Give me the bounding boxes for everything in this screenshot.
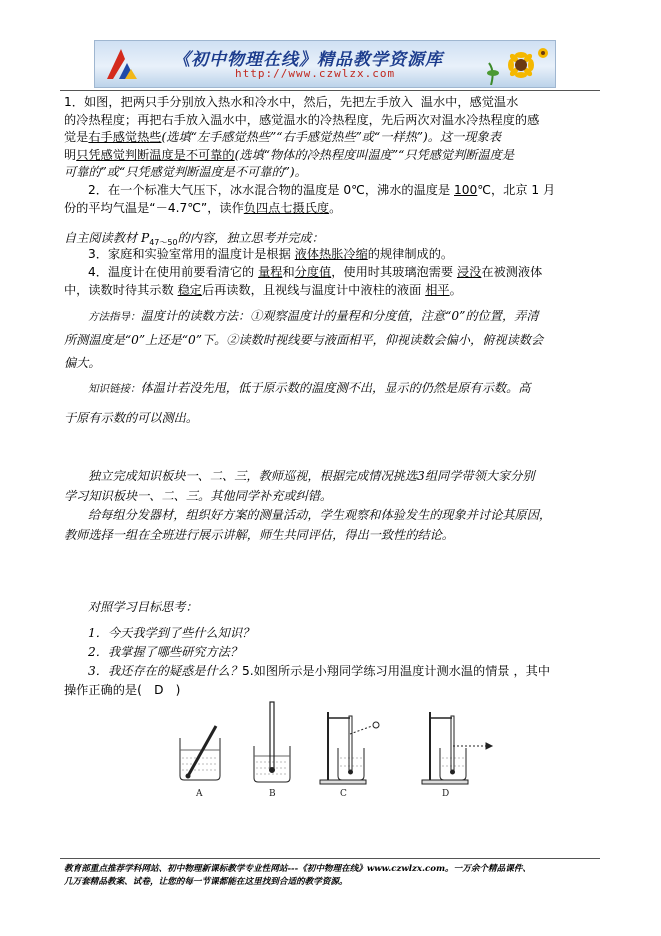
question-5: 5.如图所示是小翔同学练习用温度计测水温的情景 ，其中 <box>242 664 551 678</box>
reflection-list: 1．今天我学到了些什么知识？ 2．我掌握了哪些研究方法？ 3．我还存在的疑惑是什么？5.如图所示是小翔同学练习用温度计测水温的情景 ，其中 操作正确的是( D ) <box>64 626 551 697</box>
self-study-intro: 自主阅读教材 $P_{47\sim 50}$的内容，独立思考并完成： <box>64 231 324 247</box>
header-rule <box>60 90 600 91</box>
figure-b <box>254 702 290 782</box>
question-1: 1．如图，把两只手分别放入热水和冷水中，然后，先把左手放入 温水中，感觉温水 的冷热程度；再把右手放入温水中，感觉温水的冷热程度，先后两次对温水冷热程度的感 觉是右手感觉热些(选填“左手感觉热些”“右手感觉热些”或“一样热”)。这一现象表 明只凭感觉判断温度是不可靠的(选填“物体的冷热程度叫温度”“只凭感觉判断温度是 可靠的”或“只凭感觉判断温度是不可靠的”)。 <box>64 95 540 180</box>
knowledge-link: 知识链接：体温计若没先甩，低于原示数的温度测不出，显示的仍然是原有示数。高 于原有示数的可以测出。 <box>64 381 531 425</box>
question-3: 3．家庭和实验室常用的温度计是根据 液体热胀冷缩的规律制成的。 <box>88 247 454 261</box>
cooperative-learning: 独立完成知识板块一、二、三，教师巡视，根据完成情况挑选3组同学带领大家分别 学习知识板块一、二、三。其他同学补充或纠错。 给每组分发器材，组织好方案的测量活动，学生观察和体验发生的现象并讨论其原因， 教师选择一组在全班进行展示讲解，师生共同评估，得出一致性的结论。 <box>64 469 552 542</box>
answer-reading: 负四点七摄氏度 <box>243 200 330 215</box>
question-2: 2．在一个标准大气压下，冰水混合物的温度是 0℃，沸水的温度是 100℃，北京 1 月 份的平均气温是“－4.7℃”，读作负四点七摄氏度。 <box>64 183 556 215</box>
question-4: 4．温度计在使用前要看清它的 量程和分度值，使用时其玻璃泡需要 浸没在被测液体 中，读数时待其示数 稳定后再读数，且视线与温度计中液柱的液面 相平。 <box>64 265 543 297</box>
answer-expansion: 液体热胀冷缩 <box>294 247 368 261</box>
footer-text: 教育部重点推荐学科网站、初中物理新课标教学专业性网站---《初中物理在线》www.czwlzx.com。一万余个精品课件、 几万套精品教案、试卷，让您的每一节课都能在这里找到合适的教学资源。 <box>64 864 531 887</box>
thermometer-figure <box>170 698 500 800</box>
figure-label-c: C <box>340 789 347 799</box>
reflection-title: 对照学习目标思考： <box>88 600 198 614</box>
figure-d <box>422 712 492 784</box>
figure-a <box>180 726 220 780</box>
figure-label-a: A <box>196 789 203 799</box>
answer-boiling: 100 <box>454 183 478 197</box>
site-logo-icon <box>101 45 141 83</box>
figure-label-b: B <box>269 789 276 799</box>
header-banner <box>94 40 556 88</box>
header-url[interactable]: http://www.czwlzx.com <box>235 67 396 80</box>
figure-c <box>320 712 379 784</box>
answer-d: D <box>154 683 164 697</box>
figure-label-d: D <box>442 789 450 799</box>
answer-unreliable: 只凭感觉判断温度是不可靠的 <box>76 147 235 162</box>
header-title: 《初中物理在线》精品教学资源库 <box>173 50 443 70</box>
method-guide: 方法指导：温度计的读数方法：①观察温度计的量程和分度值，注意“0”的位置，弄清 所测温度是“0”上还是“0”下。②读数时视线要与液面相平，仰视读数会偏小，俯视读数会 偏大。 <box>64 309 544 370</box>
sunflower-icon <box>481 43 551 85</box>
footer-rule <box>60 858 600 859</box>
answer-right-hand: 右手感觉热些 <box>88 130 162 145</box>
